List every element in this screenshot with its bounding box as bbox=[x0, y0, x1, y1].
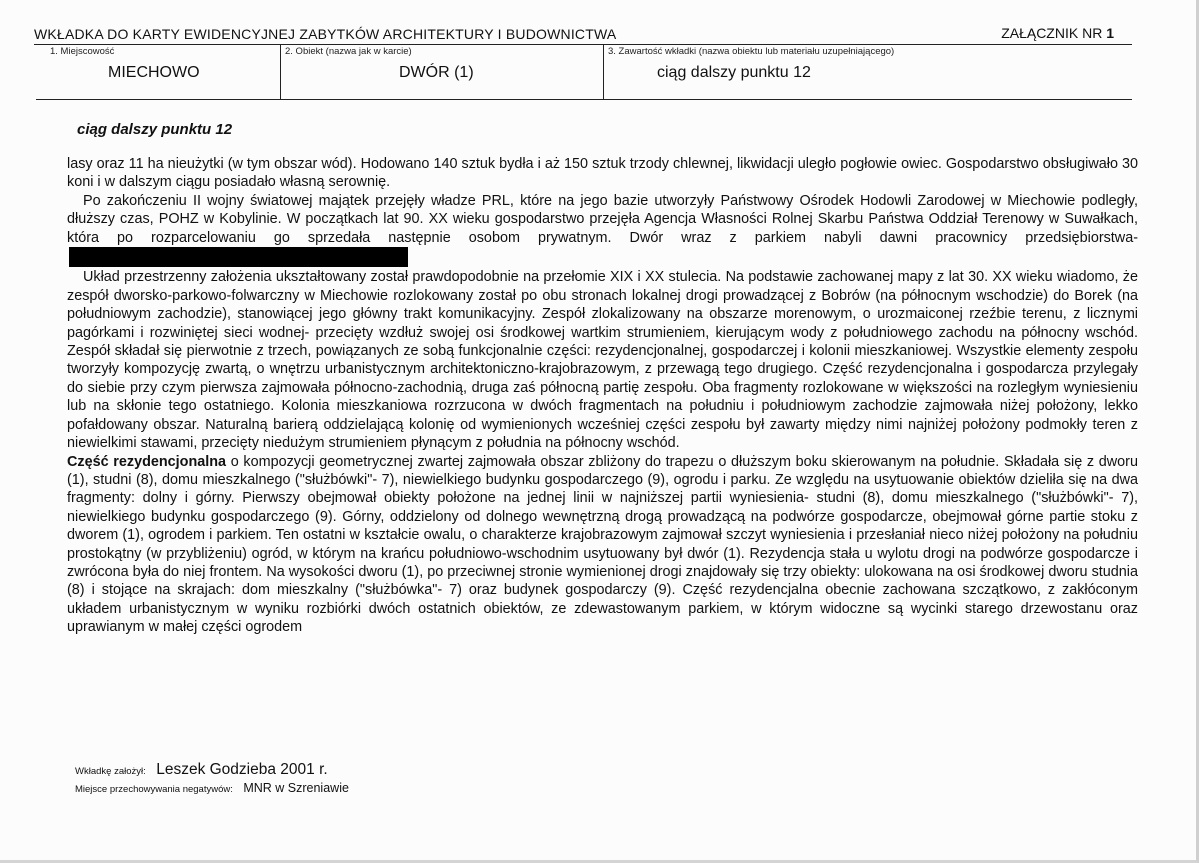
footer-storage-value: MNR w Szreniawie bbox=[243, 781, 349, 795]
paragraph-4-text: o kompozycji geometrycznej zwartej zajmowała obszar zbliżony do trapezu o dłuższym boku skierowanym na południe. Składała się z dworu (1), studni (8), domu mieszkalnego ("służbówki"- 7), niewielkiego budynku gospodarczego (9), ogrodu i parku. Ze względu na usytuowanie obiektów dzieliła się na dwa fragmenty: dolny i górny. Pierwszy obejmował obiekty położone na jednej linii w najniższej partii wyniesienia- studni (8), domu mieszkalnego ("służbówki"- 7), niewielkiego budynku gospodarczego (9). Górny, oddzielony od dolnego wewnętrzną drogą prowadzącą na podwórze gospodarcze, obejmował górne partie stoku z dworem (1), ogrodem i parkiem. Ten ostatni w kształcie owalu, o charakterze krajobrazowym zajmował szczyt wyniesienia i przesłaniał nieco niżej położony na południu prostokątny (w przybliżeniu) ogród, w którym na krańcu południowo-wschodnim usytuowany był dwór (1). Rezydencja stała u wylotu drogi na podwórze gospodarcze i zwrócona była do niej frontem. Na wysokości dworu (1), po przeciwnej stronie wymienionej drogi znajdowały się trzy obiekty: ulokowana na osi środkowej dworu studnia (8) i stojące na skrajach: dom mieszkalny ("służbówka"- 7) oraz budynek gospodarczy (9). Część rezydencjalna obecnie zachowana szczątkowo, z zakłóconym układem urbanistycznym w wyniku rozbiórki dwóch ostatnich obiektów, ze zdewastowanym parkiem, w którym widoczne są wycinki starego drzewostanu oraz uprawianym w małej części ogrodem bbox=[67, 453, 1138, 636]
field-object-label: 2. Obiekt (nazwa jak w karcie) bbox=[285, 46, 412, 57]
body-text bbox=[67, 155, 1138, 637]
footer-storage bbox=[75, 779, 349, 797]
field-object bbox=[280, 45, 603, 99]
field-object-value: DWÓR (1) bbox=[399, 64, 474, 81]
paragraph-3 bbox=[67, 268, 1138, 452]
field-contents-label: 3. Zawartość wkładki (nazwa obiektu lub materiału uzupełniającego) bbox=[608, 46, 895, 57]
field-contents-value: ciąg dalszy punktu 12 bbox=[657, 64, 811, 81]
attachment-number-value: 1 bbox=[1106, 25, 1114, 41]
footer-author-value: Leszek Godzieba 2001 r. bbox=[156, 761, 328, 778]
attachment-prefix: ZAŁĄCZNIK NR bbox=[1001, 25, 1103, 41]
redaction-bar bbox=[69, 247, 408, 267]
paragraph-2 bbox=[67, 192, 1138, 269]
paragraph-1 bbox=[67, 155, 1138, 192]
paragraph-3-text: Układ przestrzenny założenia ukształtowany został prawdopodobnie na przełomie XIX i XX stulecia. Na podstawie zachowanej mapy z lat 30. XX wieku wiadomo, że zespół dworsko-parkowo-folwarczny w Miechowie rozlokowany został po obu stronach lokalnej drogi prowadzącej z Bobrów (na północnym wschodzie) do Borek (na południowym zachodzie), stanowiącej jego główny trakt komunikacyjny. Zespół zlokalizowany na obszarze morenowym, o urozmaiconej rzeźbie terenu, z licznymi pagórkami i rozwiniętej sieci wodnej- przecięty wzdłuż swojej osi środkowej wartkim strumieniem, kierującym wody z południowego zachodu na północny wschód. Zespół składał się pierwotnie z trzech, powiązanych ze sobą funkcjonalnie części: rezydencjonalnej, gospodarczej i kolonii mieszkaniowej. Wszystkie elementy zespołu tworzyły kompozycję zwartą, o wnętrzu urbanistycznym architektoniczno-krajobrazowym, z przewagą tego drugiego. Część rezydencjonalna i gospodarcza przylegały do siebie przy czym pierwsza zajmowała północno-zachodnią, druga zaś północną partię zespołu. Oba fragmenty rozlokowane w większości na rozległym wyniesieniu lub na skłonie tego ostatniego. Kolonia mieszkaniowa rozrzucona w dwóch fragmentach na południu i południowym zachodzie zajmowała niżej położony, lekko pofałdowany obszar. Naturalną barierą oddzielającą kolonię od wymienionych wcześniej części zespołu był zawarty między nimi najniżej położony podmokły teren z niewielkimi stawami, przecięty niedużym strumieniem płynącym z południa na północny wschód. bbox=[67, 269, 1138, 452]
section-heading: ciąg dalszy punktu 12 bbox=[77, 121, 233, 138]
paragraph-1-text: lasy oraz 11 ha nieużytki (w tym obszar wód). Hodowano 140 sztuk bydła i aż 150 sztuk trzody chlewnej, likwidacji uległo pogłowie owiec. Gospodarstwo obsługiwało 30 koni i w dalszym ciągu posiadało własną serownię. bbox=[67, 156, 1138, 191]
attachment-number bbox=[1001, 25, 1114, 41]
field-locality-value: MIECHOWO bbox=[108, 64, 200, 81]
field-locality-label: 1. Miejscowość bbox=[50, 46, 115, 57]
field-contents bbox=[603, 45, 1132, 99]
document-title: WKŁADKA DO KARTY EWIDENCYJNEJ ZABYTKÓW ARCHITEKTURY I BUDOWNICTWA bbox=[34, 26, 617, 42]
footer-author-label: Wkładkę założył: bbox=[75, 766, 146, 777]
header-fields-table bbox=[36, 45, 1132, 100]
paragraph-2-text: Po zakończeniu II wojny światowej majątek przejęły władze PRL, które na jego bazie utworzyły Państwowy Ośrodek Hodowli Zarodowej w Miechowie podległy, dłuższy czas, POHZ w Kobylinie. W początkach lat 90. XX wieku gospodarstwo przejęła Agencja Własności Rolnej Skarbu Państwa Oddział Terenowy w Suwałkach, która po rozparcelowaniu go sprzedała następnie osobom prywatnym. Dwór wraz z parkiem nabyli dawni pracownicy przedsiębiorstwa- bbox=[67, 192, 1138, 246]
footer-author bbox=[75, 761, 328, 779]
paragraph-4-lead: Część rezydencjonalna bbox=[67, 453, 227, 470]
paragraph-4 bbox=[67, 453, 1138, 637]
footer-storage-label: Miejsce przechowywania negatywów: bbox=[75, 784, 233, 795]
field-locality bbox=[36, 45, 280, 99]
